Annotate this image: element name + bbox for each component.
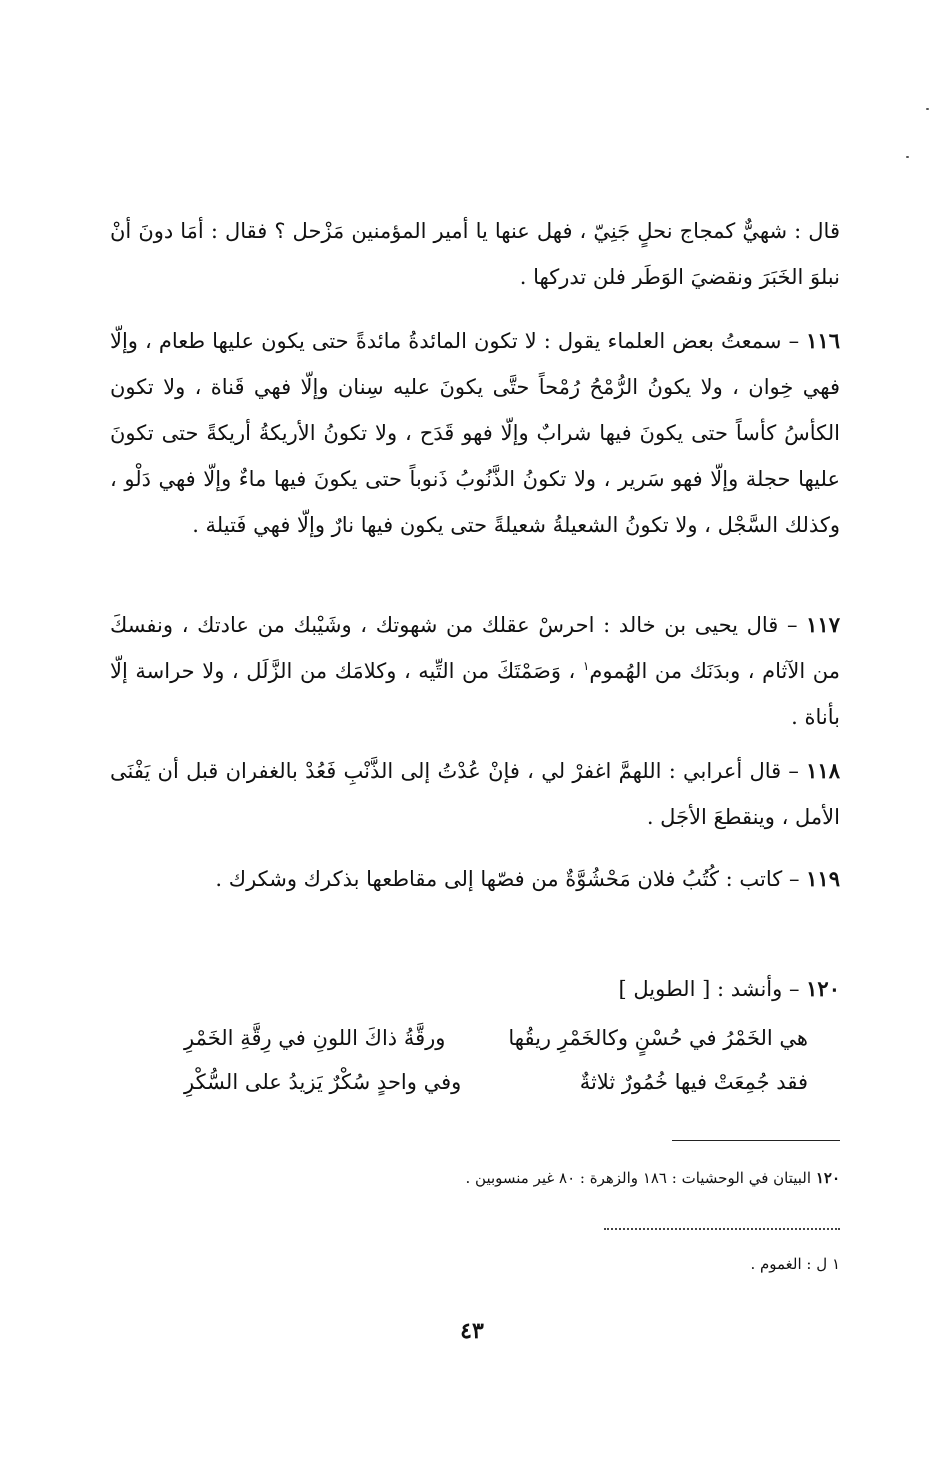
- footnote-text: البيتان في الوحشيات : ١٨٦ والزهرة : ٨٠ غير منسوبين .: [465, 1169, 812, 1187]
- verse-first-hemistich: فقد جُمِعَتْ فيها خُمُورٌ ثلاثةٌ: [579, 1070, 808, 1094]
- footnote-text: ل : الغموم .: [750, 1255, 828, 1273]
- paragraph-116-text: – سمعتُ بعض العلماء يقول : لا تكون المائدةُ مائدةً حتى يكون عليها طعام ، وإلّا فهي خِوان ، ولا يكونُ الرُّمْحُ رُمْحاً حتَّى يكونَ عليه سِنان وإلّا فهي قَناة ، ولا تكون الكأسُ كأساً حتى يكونَ فيها شرابٌ وإلّا فهو قَدَح ، ولا تكونُ الأريكةُ أريكةً حتى تكونَ عليها حجلة وإلّا فهو سَرير ، ولا تكونُ الذَّنُوبُ ذَنوباً حتى يكونَ فيها ماءٌ وإلّا فهي دَلْو ، وكذلك السَّجْل ، ولا تكونُ الشعيلةُ شعيلةً حتى يكون فيها نارٌ وإلّا فهي فَتيلة .: [110, 329, 840, 537]
- verse-first-hemistich: هي الخَمْرُ في حُسْنٍ وكالخَمْرِ ريقُها: [508, 1026, 808, 1050]
- print-speck: [926, 108, 929, 110]
- paragraph-118-text: – قال أعرابي : اللهمَّ اغفرْ لي ، فإنْ عُدْتُ إلى الذَّنْبِ فَعُدْ بالغفران قبل أن يَفْنَى الأمل ، وينقطعَ الأجَل .: [110, 759, 840, 829]
- print-speck: [906, 156, 909, 158]
- paragraph-120-text: – وأنشد : [ الطويل ]: [618, 977, 800, 1001]
- paragraph-intro: [110, 208, 840, 300]
- paragraph-117-text-b: ، وَصَمْتَكَ من التِّيه ، وكلامَك من الزَّلَل ، ولا حراسة إلّا بأناة .: [110, 659, 840, 729]
- paragraph-117: [110, 602, 840, 740]
- paragraph-number: ١٢٠: [806, 976, 840, 1001]
- footnote-number: ١٢٠: [815, 1169, 840, 1187]
- footnote-separator: [672, 1140, 840, 1141]
- paragraph-number: ١١٨: [806, 758, 840, 783]
- page-number: ٤٣: [460, 1318, 484, 1344]
- paragraph-number: ١١٩: [806, 866, 840, 891]
- footnote-marker: ١: [582, 659, 590, 673]
- paragraph-117-text-a: – قال يحيى بن خالد : احرسْ عقلك من شهوتك ، وشَيْبك من عادتك ، ونفسكَ من الآثام ، وبدَنَك من الهُموم: [110, 613, 840, 683]
- verse-line: [184, 1070, 808, 1110]
- paragraph-118: [110, 748, 840, 840]
- footnote-1: [110, 1252, 840, 1276]
- verse-line: [184, 1026, 808, 1066]
- paragraph-119-text: – كاتب : كُتُبُ فلان مَحْشُوَّةٌ من فصّها إلى مقاطعها بذكرك وشكرك .: [215, 867, 800, 891]
- footnote-number: ١: [831, 1255, 840, 1273]
- paragraph-number: ١١٦: [806, 328, 840, 353]
- verse-second-hemistich: وفي واحدٍ سُكْرٌ يَزيدُ على السُّكْرِ: [184, 1070, 462, 1094]
- footnote-dotted-separator: [604, 1228, 840, 1230]
- paragraph-116: [110, 318, 840, 548]
- paragraph-119: [110, 856, 840, 902]
- footnote-120: [110, 1166, 840, 1190]
- paragraph-120: [110, 966, 840, 1012]
- paragraph-intro-text: قال : شهيٌّ كمجاج نحلٍ جَنِيّ ، فهل عنها يا أمير المؤمنين مَزْحل ؟ فقال : أمَا دونَ أنْ نبلوَ الخَبَرَ ونقضيَ الوَطَر فلن تدركها .: [110, 219, 840, 289]
- verse-second-hemistich: ورقَّةُ ذاكَ اللونِ في رِقَّةِ الخَمْرِ: [184, 1026, 446, 1050]
- paragraph-number: ١١٧: [806, 612, 840, 637]
